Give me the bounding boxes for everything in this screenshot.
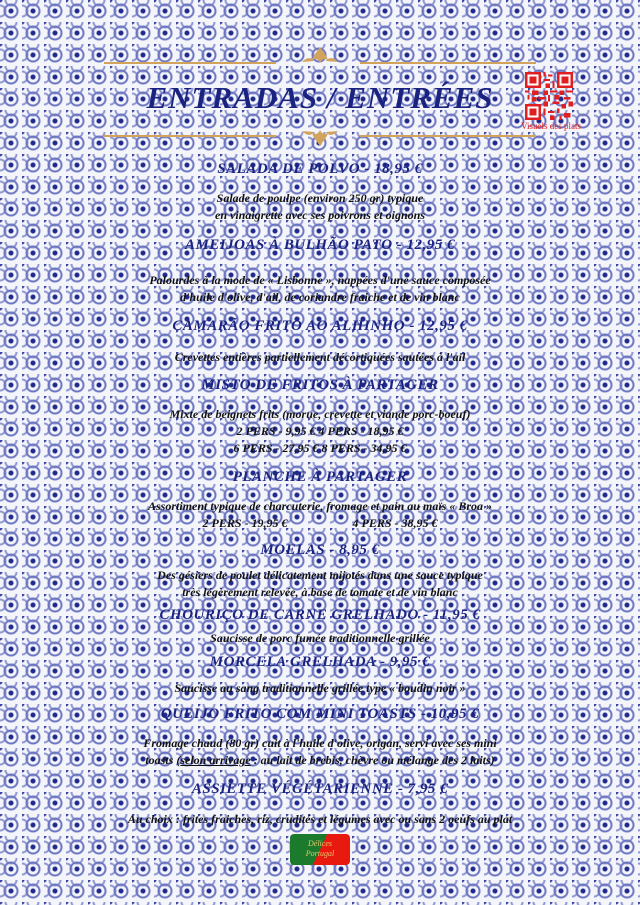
item-description: Des gésiers de poulet délicatement mijotés dans une sauce typique très légèrement relevée, à base de tomate et de vin blanc <box>157 568 483 599</box>
page-title: ENTRADAS / ENTRÉES <box>146 80 494 115</box>
qr-code[interactable] <box>525 72 573 120</box>
gold-rule <box>104 135 276 137</box>
item-description: Salade de poulpe (environ 250 gr) typique en vinaigrette avec ses poivrons et oignons <box>215 191 425 222</box>
item-description: Saucisse de porc fumée traditionnelle grillée <box>210 631 430 645</box>
item-description: Au choix : frites fraiches, riz, crudités et légumes avec ou sans 2 oeufs au plat <box>127 812 513 826</box>
item-heading: ASSIETTE VÉGÉTARIENNE - 7,95 € <box>191 781 449 797</box>
price-2-pers: 2 PERS - 19,95 € <box>202 516 288 530</box>
item-heading: CHOURIÇO DE CARNE GRELHADO - 11,95 € <box>159 607 481 623</box>
item-description: Mixte de beignets frits (morue, crevette et viande porc-boeuf) 2 PERS - 9,95 € 4 PERS - 18,95 € 6 PERS - 27,95 € 8 PERS - 34,95 € <box>169 407 471 455</box>
gold-rule <box>360 62 536 64</box>
item-heading: MOELAS - 8,95 € <box>260 542 380 558</box>
qr-label: Visuels des plats <box>521 121 581 131</box>
item-heading: MISTO DE FRITOS À PARTAGER <box>201 377 439 393</box>
item-heading: QUEIJO FRITO COM MINI TOASTS - 10,95 € <box>160 706 480 722</box>
item-description: Saucisse au sang traditionnelle grillée type « boudin noir » <box>174 681 466 695</box>
restaurant-logo: Délices Portugal <box>290 834 350 865</box>
gold-ornament-icon <box>300 46 340 64</box>
item-heading: PLANCHE À PARTAGER <box>232 469 408 485</box>
item-heading: CAMARÃO FRITO AO ALHINHO - 12,95 € <box>172 318 468 334</box>
item-description: Assortiment typique de charcuterie, fromage et pain au maïs « Broa » 2 PERS - 19,95 € 4 PERS - 38,95 € <box>147 499 492 530</box>
price-4-pers: 4 PERS - 38,95 € <box>352 516 438 530</box>
item-description: Palourdes à la mode de « Lisbonne », nappées d'une sauce composée d'huile d'olive, d'ail, de coriandre fraiche et de vin blanc <box>149 273 491 304</box>
item-description: Crevettes entières partiellement décortiquées sautées à l'ail <box>174 350 466 364</box>
gold-rule <box>360 135 536 137</box>
item-heading: SALADA DE POLVO - 18,95 € <box>217 161 423 177</box>
gold-rule <box>104 62 276 64</box>
item-description: Fromage chaud (80 gr) cuit à l'huile d'olive, origan, servi avec ses mini toasts (selon arrivage : au lait de brebis, chèvre ou mélange des 2 laits) <box>143 736 497 767</box>
item-heading: AMEIJOAS À BULHÃO PATO - 12,95 € <box>184 237 456 253</box>
item-heading: MORCELA GRELHADA - 9,95 € <box>209 654 431 670</box>
gold-ornament-icon <box>300 129 340 147</box>
